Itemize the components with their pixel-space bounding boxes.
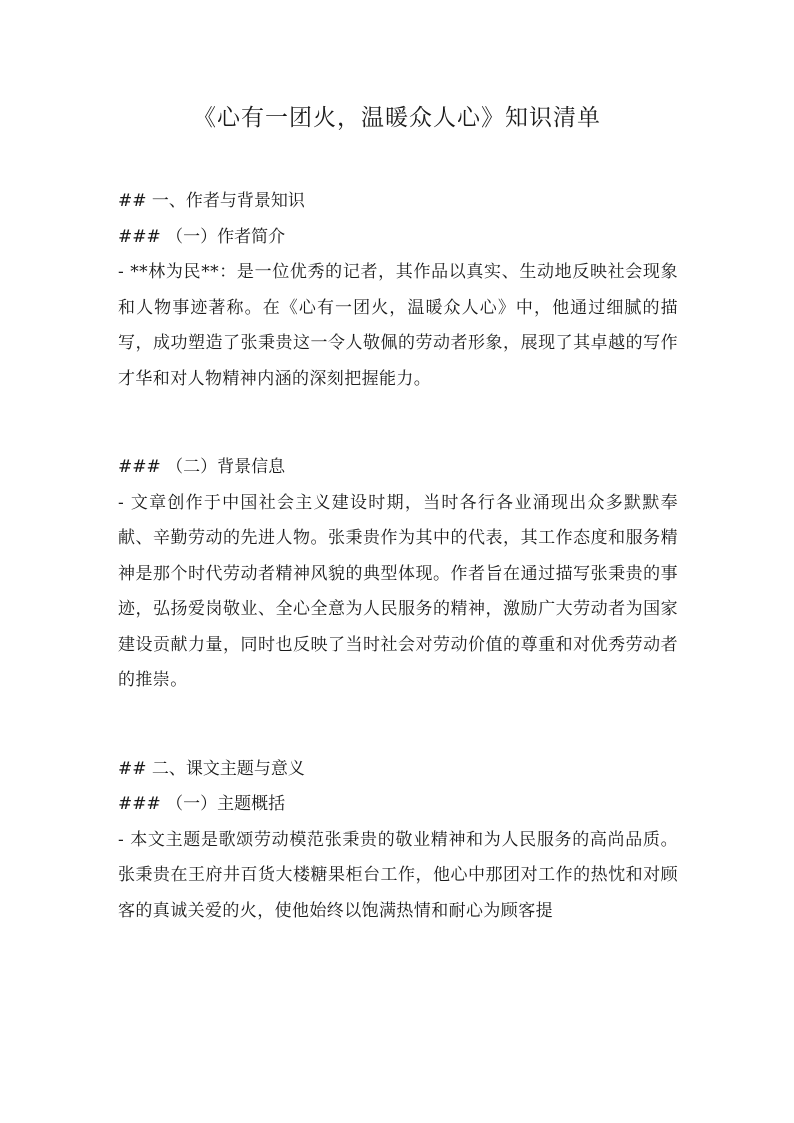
spacer [118, 699, 678, 752]
section-heading: ## 一、作者与背景知识 [118, 191, 305, 211]
paragraph-background: - 文章创作于中国社会主义建设时期，当时各行各业涌现出众多默默奉献、辛勤劳动的先进人物。张秉贵作为其中的代表，其工作态度和服务精神是那个时代劳动者精神风貌的典型体现。作者旨在通过描写张秉贵的事迹，弘扬爱岗敬业、全心全意为人民服务的精神，激励广大劳动者为国家建设贡献力量，同时也反映了当时社会对劳动价值的尊重和对优秀劳动者的推崇。 [118, 492, 678, 690]
document-body [118, 184, 678, 929]
section-heading: ## 二、课文主题与意义 [118, 758, 305, 779]
document-title: 《心有一团火，温暖众人心》知识清单 [193, 105, 601, 131]
paragraph-author-intro: - **林为民**：是一位优秀的记者，其作品以真实、生动地反映社会现象和人物事迹著称。在《心有一团火，温暖众人心》中，他通过细腻的描写，成功塑造了张秉贵这一令人敬佩的劳动者形象，展现了其卓越的写作才华和对人物精神内涵的深刻把握能力。 [118, 262, 678, 389]
spacer [118, 397, 678, 450]
subsection-heading: ### （一）主题概括 [118, 794, 286, 814]
subsection-heading: ### （二）背景信息 [118, 457, 286, 477]
paragraph-theme: - 本文主题是歌颂劳动模范张秉贵的敬业精神和为人民服务的高尚品质。张秉贵在王府井百货大楼糖果柜台工作，他心中那团对工作的热忱和对顾客的真诚关爱的火，使他始终以饱满热情和耐心为顾客提 [118, 829, 678, 921]
subsection-heading: ### （一）作者简介 [118, 226, 286, 247]
